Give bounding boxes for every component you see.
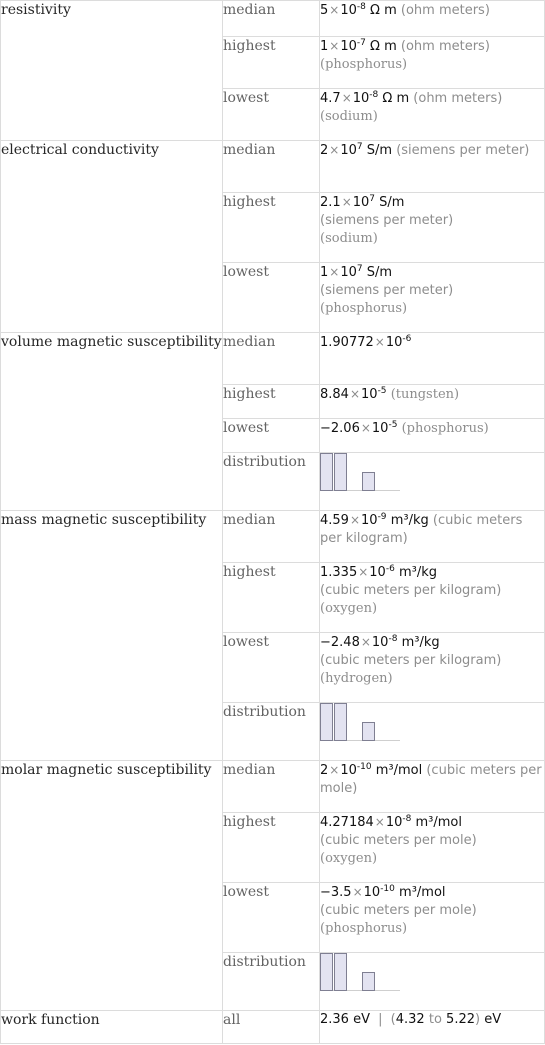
conductivity-median-row bbox=[1, 141, 545, 193]
base: 10 bbox=[340, 39, 357, 54]
value: 2.36 bbox=[320, 1012, 349, 1027]
exponent: -6 bbox=[385, 564, 395, 574]
unit: S/m bbox=[366, 265, 393, 280]
unit-description: (cubic meters per mole) bbox=[320, 833, 477, 848]
times-symbol: × bbox=[329, 143, 340, 157]
unit: m³/kg bbox=[390, 513, 429, 528]
times-symbol: × bbox=[341, 91, 352, 105]
times-symbol: × bbox=[341, 195, 352, 209]
times-symbol: × bbox=[349, 513, 361, 527]
volume-susceptibility-label: volume magnetic susceptibility bbox=[1, 333, 223, 511]
sublabel: lowest bbox=[223, 883, 320, 953]
times-symbol: × bbox=[360, 421, 371, 435]
value-cell bbox=[320, 37, 545, 89]
unit-description: (ohm meters) bbox=[413, 91, 503, 106]
times-symbol: × bbox=[374, 335, 385, 349]
sublabel: distribution bbox=[223, 953, 320, 1011]
histogram-bar bbox=[320, 453, 333, 491]
base: 10 bbox=[340, 763, 357, 778]
mantissa: 5 bbox=[320, 3, 329, 18]
range-to: to bbox=[428, 1012, 442, 1027]
histogram-bar bbox=[362, 472, 375, 491]
resistivity-median-row bbox=[1, 1, 545, 37]
sublabel: highest bbox=[223, 37, 320, 89]
value-cell bbox=[320, 89, 545, 141]
resistivity-label: resistivity bbox=[1, 1, 223, 141]
times-symbol: × bbox=[352, 885, 363, 899]
sublabel: distribution bbox=[223, 703, 320, 761]
unit: Ω m bbox=[382, 91, 410, 106]
element-note: (phosphorus) bbox=[320, 57, 408, 72]
molar-median-row bbox=[1, 761, 545, 813]
value-cell bbox=[320, 419, 545, 453]
unit-description: (siemens per meter) bbox=[396, 143, 530, 158]
unit-description: (cubic meters per mole) bbox=[320, 763, 542, 796]
value-cell bbox=[320, 633, 545, 703]
histogram-bar bbox=[320, 703, 333, 741]
mantissa: −2.48 bbox=[320, 635, 360, 650]
exponent: -8 bbox=[388, 634, 398, 644]
exponent: 7 bbox=[369, 194, 376, 204]
value-cell bbox=[320, 1011, 545, 1044]
range-close: ) bbox=[475, 1012, 481, 1027]
unit: m³/kg bbox=[401, 635, 440, 650]
value-cell bbox=[320, 333, 545, 385]
value-cell bbox=[320, 141, 545, 193]
mass-susceptibility-label: mass magnetic susceptibility bbox=[1, 511, 223, 761]
sublabel: lowest bbox=[223, 633, 320, 703]
unit-description: (siemens per meter) bbox=[320, 283, 454, 298]
mantissa: −3.5 bbox=[320, 885, 352, 900]
exponent: 7 bbox=[356, 142, 363, 152]
distribution-cell bbox=[320, 953, 545, 1011]
unit-description: (cubic meters per mole) bbox=[320, 903, 477, 918]
base: 10 bbox=[369, 565, 386, 580]
times-symbol: × bbox=[349, 387, 361, 401]
sublabel: highest bbox=[223, 813, 320, 883]
separator: | bbox=[378, 1012, 383, 1027]
element-note: (oxygen) bbox=[320, 601, 378, 616]
unit-description: (ohm meters) bbox=[400, 39, 490, 54]
volume-median-row bbox=[1, 333, 545, 385]
unit: S/m bbox=[379, 195, 405, 210]
element-note: (hydrogen) bbox=[320, 671, 393, 686]
mantissa: 4.59 bbox=[320, 513, 349, 528]
value-cell bbox=[320, 1, 545, 37]
element-note: (tungsten) bbox=[390, 387, 460, 402]
histogram-bar bbox=[334, 703, 347, 741]
exponent: -9 bbox=[377, 512, 387, 522]
value-cell bbox=[320, 813, 545, 883]
distribution-cell bbox=[320, 703, 545, 761]
base: 10 bbox=[361, 513, 378, 528]
sublabel: lowest bbox=[223, 419, 320, 453]
range-low: 4.32 bbox=[395, 1012, 425, 1027]
exponent: -10 bbox=[380, 884, 395, 894]
sublabel: highest bbox=[223, 563, 320, 633]
mantissa: 1.90772 bbox=[320, 335, 374, 350]
element-note: (phosphorus) bbox=[320, 301, 408, 316]
base: 10 bbox=[385, 815, 403, 830]
sublabel: highest bbox=[223, 385, 320, 419]
molar-susceptibility-label: molar magnetic susceptibility bbox=[1, 761, 223, 1011]
element-note: (phosphorus) bbox=[401, 421, 489, 436]
unit-description: (cubic meters per kilogram) bbox=[320, 653, 502, 668]
sublabel: lowest bbox=[223, 89, 320, 141]
times-symbol: × bbox=[360, 635, 371, 649]
unit-description: (siemens per meter) bbox=[320, 213, 454, 228]
times-symbol: × bbox=[374, 815, 385, 829]
exponent: -8 bbox=[369, 90, 379, 100]
mantissa: 1 bbox=[320, 265, 329, 280]
sublabel: median bbox=[223, 141, 320, 193]
work-function-row bbox=[1, 1011, 545, 1044]
base: 10 bbox=[361, 387, 378, 402]
times-symbol: × bbox=[329, 39, 340, 53]
exponent: -8 bbox=[356, 2, 366, 12]
base: 10 bbox=[340, 143, 357, 158]
distribution-histogram bbox=[320, 703, 410, 741]
mantissa: −2.06 bbox=[320, 421, 360, 436]
value-cell bbox=[320, 511, 545, 563]
mantissa: 8.84 bbox=[320, 387, 349, 402]
mantissa: 4.7 bbox=[320, 91, 341, 106]
element-note: (phosphorus) bbox=[320, 921, 408, 936]
unit: Ω m bbox=[370, 3, 397, 18]
exponent: -5 bbox=[377, 386, 387, 396]
value-cell bbox=[320, 263, 545, 333]
times-symbol: × bbox=[329, 763, 340, 777]
conductivity-label: electrical conductivity bbox=[1, 141, 223, 333]
times-symbol: × bbox=[329, 3, 340, 17]
sublabel: distribution bbox=[223, 453, 320, 511]
times-symbol: × bbox=[329, 265, 340, 279]
value-cell bbox=[320, 385, 545, 419]
exponent: -6 bbox=[402, 334, 412, 344]
unit: m³/mol bbox=[415, 815, 462, 830]
histogram-bar bbox=[334, 953, 347, 991]
mantissa: 2 bbox=[320, 763, 329, 778]
histogram-bar bbox=[320, 953, 333, 991]
base: 10 bbox=[340, 3, 357, 18]
exponent: -7 bbox=[356, 38, 366, 48]
base: 10 bbox=[352, 91, 370, 106]
mantissa: 1.335 bbox=[320, 565, 358, 580]
mantissa: 2 bbox=[320, 143, 329, 158]
unit: eV bbox=[353, 1012, 370, 1027]
unit: S/m bbox=[366, 143, 393, 158]
distribution-histogram bbox=[320, 453, 410, 491]
mantissa: 4.27184 bbox=[320, 815, 374, 830]
base: 10 bbox=[340, 265, 357, 280]
sublabel: all bbox=[223, 1011, 320, 1044]
unit-description: (cubic meters per kilogram) bbox=[320, 513, 523, 546]
exponent: 7 bbox=[356, 264, 363, 274]
value-cell bbox=[320, 563, 545, 633]
range-open: ( bbox=[390, 1012, 396, 1027]
exponent: -10 bbox=[356, 762, 372, 772]
unit: Ω m bbox=[370, 39, 397, 54]
element-note: (sodium) bbox=[320, 109, 378, 124]
mass-median-row bbox=[1, 511, 545, 563]
histogram-bar bbox=[362, 972, 375, 991]
unit: m³/mol bbox=[375, 763, 423, 778]
sublabel: highest bbox=[223, 193, 320, 263]
unit: m³/kg bbox=[398, 565, 437, 580]
element-note: (oxygen) bbox=[320, 851, 378, 866]
histogram-bar bbox=[334, 453, 347, 491]
mantissa: 2.1 bbox=[320, 195, 341, 210]
value-cell bbox=[320, 193, 545, 263]
unit: m³/mol bbox=[399, 885, 446, 900]
base: 10 bbox=[371, 421, 389, 436]
base: 10 bbox=[371, 635, 389, 650]
element-note: (sodium) bbox=[320, 231, 378, 246]
sublabel: median bbox=[223, 761, 320, 813]
distribution-cell bbox=[320, 453, 545, 511]
range-high: 5.22 bbox=[446, 1012, 475, 1027]
distribution-histogram bbox=[320, 953, 410, 991]
sublabel: lowest bbox=[223, 263, 320, 333]
base: 10 bbox=[363, 885, 381, 900]
unit-description: (cubic meters per kilogram) bbox=[320, 583, 502, 598]
mantissa: 1 bbox=[320, 39, 329, 54]
times-symbol: × bbox=[358, 565, 369, 579]
range-unit: eV bbox=[484, 1012, 502, 1027]
sublabel: median bbox=[223, 333, 320, 385]
histogram-bar bbox=[362, 722, 375, 741]
sublabel: median bbox=[223, 1, 320, 37]
value-cell bbox=[320, 761, 545, 813]
exponent: -5 bbox=[388, 420, 398, 430]
base: 10 bbox=[352, 195, 370, 210]
unit-description: (ohm meters) bbox=[400, 3, 490, 18]
work-function-label: work function bbox=[1, 1011, 223, 1044]
exponent: -8 bbox=[402, 814, 412, 824]
sublabel: median bbox=[223, 511, 320, 563]
value-cell bbox=[320, 883, 545, 953]
base: 10 bbox=[385, 335, 403, 350]
